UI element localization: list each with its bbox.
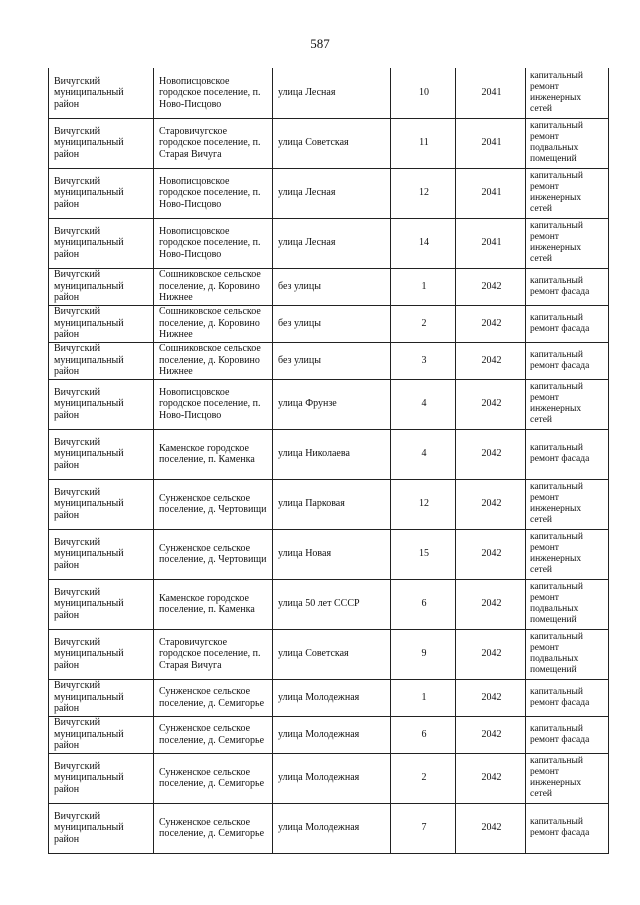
settlement-cell: Каменское городское поселение, п. Каменка	[154, 429, 273, 479]
table-row	[49, 342, 609, 379]
table-row	[49, 379, 609, 429]
street-cell: улица Парковая	[273, 479, 391, 529]
year-cell: 2042	[456, 305, 526, 342]
district-cell: Вичугский муниципальный район	[49, 68, 154, 118]
work-type-cell: капитальный ремонт инженерных сетей	[526, 479, 609, 529]
district-cell: Вичугский муниципальный район	[49, 429, 154, 479]
district-cell: Вичугский муниципальный район	[49, 629, 154, 679]
work-type-cell: капитальный ремонт фасада	[526, 716, 609, 753]
table-row	[49, 268, 609, 305]
year-cell: 2041	[456, 168, 526, 218]
year-cell: 2042	[456, 342, 526, 379]
district-cell: Вичугский муниципальный район	[49, 305, 154, 342]
work-type-cell: капитальный ремонт фасада	[526, 429, 609, 479]
settlement-cell: Сунженское сельское поселение, д. Семигорье	[154, 803, 273, 853]
street-cell: улица Советская	[273, 118, 391, 168]
table-row	[49, 305, 609, 342]
house-number-cell: 12	[391, 479, 456, 529]
house-number-cell: 10	[391, 68, 456, 118]
year-cell: 2042	[456, 479, 526, 529]
table-row	[49, 803, 609, 853]
year-cell: 2042	[456, 429, 526, 479]
district-cell: Вичугский муниципальный район	[49, 342, 154, 379]
district-cell: Вичугский муниципальный район	[49, 753, 154, 803]
district-cell: Вичугский муниципальный район	[49, 679, 154, 716]
district-cell: Вичугский муниципальный район	[49, 716, 154, 753]
settlement-cell: Новописцовское городское поселение, п. Ново-Писцово	[154, 68, 273, 118]
table-row	[49, 429, 609, 479]
house-number-cell: 2	[391, 305, 456, 342]
street-cell: без улицы	[273, 268, 391, 305]
house-number-cell: 15	[391, 529, 456, 579]
year-cell: 2041	[456, 118, 526, 168]
table-row	[49, 68, 609, 118]
house-number-cell: 1	[391, 268, 456, 305]
table-row	[49, 716, 609, 753]
street-cell: улица Лесная	[273, 218, 391, 268]
district-cell: Вичугский муниципальный район	[49, 218, 154, 268]
house-number-cell: 4	[391, 379, 456, 429]
table-row	[49, 679, 609, 716]
street-cell: улица Лесная	[273, 68, 391, 118]
district-cell: Вичугский муниципальный район	[49, 118, 154, 168]
district-cell: Вичугский муниципальный район	[49, 529, 154, 579]
settlement-cell: Сунженское сельское поселение, д. Семигорье	[154, 753, 273, 803]
street-cell: улица Лесная	[273, 168, 391, 218]
year-cell: 2041	[456, 218, 526, 268]
house-number-cell: 12	[391, 168, 456, 218]
settlement-cell: Сунженское сельское поселение, д. Семигорье	[154, 716, 273, 753]
settlement-cell: Сошниковское сельское поселение, д. Коровино Нижнее	[154, 342, 273, 379]
house-number-cell: 3	[391, 342, 456, 379]
year-cell: 2041	[456, 68, 526, 118]
house-number-cell: 1	[391, 679, 456, 716]
settlement-cell: Старовичугское городское поселение, п. Старая Вичуга	[154, 629, 273, 679]
district-cell: Вичугский муниципальный район	[49, 579, 154, 629]
street-cell: улица Советская	[273, 629, 391, 679]
work-type-cell: капитальный ремонт инженерных сетей	[526, 379, 609, 429]
page-number: 587	[310, 36, 330, 51]
year-cell: 2042	[456, 529, 526, 579]
work-type-cell: капитальный ремонт подвальных помещений	[526, 579, 609, 629]
table-row	[49, 753, 609, 803]
street-cell: без улицы	[273, 305, 391, 342]
house-number-cell: 7	[391, 803, 456, 853]
house-number-cell: 4	[391, 429, 456, 479]
work-type-cell: капитальный ремонт инженерных сетей	[526, 529, 609, 579]
street-cell: улица Николаева	[273, 429, 391, 479]
work-type-cell: капитальный ремонт фасада	[526, 268, 609, 305]
work-type-cell: капитальный ремонт фасада	[526, 342, 609, 379]
settlement-cell: Новописцовское городское поселение, п. Ново-Писцово	[154, 379, 273, 429]
work-type-cell: капитальный ремонт подвальных помещений	[526, 629, 609, 679]
settlement-cell: Сошниковское сельское поселение, д. Коровино Нижнее	[154, 268, 273, 305]
work-type-cell: капитальный ремонт фасада	[526, 305, 609, 342]
settlement-cell: Новописцовское городское поселение, п. Ново-Писцово	[154, 218, 273, 268]
table-row	[49, 529, 609, 579]
table-row	[49, 218, 609, 268]
work-type-cell: капитальный ремонт инженерных сетей	[526, 753, 609, 803]
table-row	[49, 479, 609, 529]
repair-schedule-table	[48, 68, 609, 854]
settlement-cell: Сунженское сельское поселение, д. Семигорье	[154, 679, 273, 716]
district-cell: Вичугский муниципальный район	[49, 168, 154, 218]
table-row	[49, 168, 609, 218]
district-cell: Вичугский муниципальный район	[49, 803, 154, 853]
work-type-cell: капитальный ремонт инженерных сетей	[526, 218, 609, 268]
district-cell: Вичугский муниципальный район	[49, 379, 154, 429]
settlement-cell: Каменское городское поселение, п. Каменка	[154, 579, 273, 629]
settlement-cell: Сошниковское сельское поселение, д. Коровино Нижнее	[154, 305, 273, 342]
house-number-cell: 6	[391, 716, 456, 753]
year-cell: 2042	[456, 753, 526, 803]
settlement-cell: Сунженское сельское поселение, д. Чертовищи	[154, 529, 273, 579]
year-cell: 2042	[456, 803, 526, 853]
district-cell: Вичугский муниципальный район	[49, 268, 154, 305]
table-row	[49, 118, 609, 168]
work-type-cell: капитальный ремонт подвальных помещений	[526, 118, 609, 168]
house-number-cell: 6	[391, 579, 456, 629]
house-number-cell: 2	[391, 753, 456, 803]
work-type-cell: капитальный ремонт фасада	[526, 679, 609, 716]
year-cell: 2042	[456, 716, 526, 753]
settlement-cell: Новописцовское городское поселение, п. Ново-Писцово	[154, 168, 273, 218]
year-cell: 2042	[456, 629, 526, 679]
table-row	[49, 629, 609, 679]
street-cell: без улицы	[273, 342, 391, 379]
street-cell: улица Фрунзе	[273, 379, 391, 429]
year-cell: 2042	[456, 379, 526, 429]
work-type-cell: капитальный ремонт инженерных сетей	[526, 168, 609, 218]
year-cell: 2042	[456, 579, 526, 629]
house-number-cell: 14	[391, 218, 456, 268]
year-cell: 2042	[456, 679, 526, 716]
street-cell: улица Молодежная	[273, 716, 391, 753]
street-cell: улица Молодежная	[273, 803, 391, 853]
house-number-cell: 11	[391, 118, 456, 168]
street-cell: улица 50 лет СССР	[273, 579, 391, 629]
work-type-cell: капитальный ремонт инженерных сетей	[526, 68, 609, 118]
street-cell: улица Молодежная	[273, 753, 391, 803]
house-number-cell: 9	[391, 629, 456, 679]
settlement-cell: Сунженское сельское поселение, д. Чертовищи	[154, 479, 273, 529]
street-cell: улица Новая	[273, 529, 391, 579]
street-cell: улица Молодежная	[273, 679, 391, 716]
district-cell: Вичугский муниципальный район	[49, 479, 154, 529]
table-row	[49, 579, 609, 629]
work-type-cell: капитальный ремонт фасада	[526, 803, 609, 853]
year-cell: 2042	[456, 268, 526, 305]
settlement-cell: Старовичугское городское поселение, п. Старая Вичуга	[154, 118, 273, 168]
